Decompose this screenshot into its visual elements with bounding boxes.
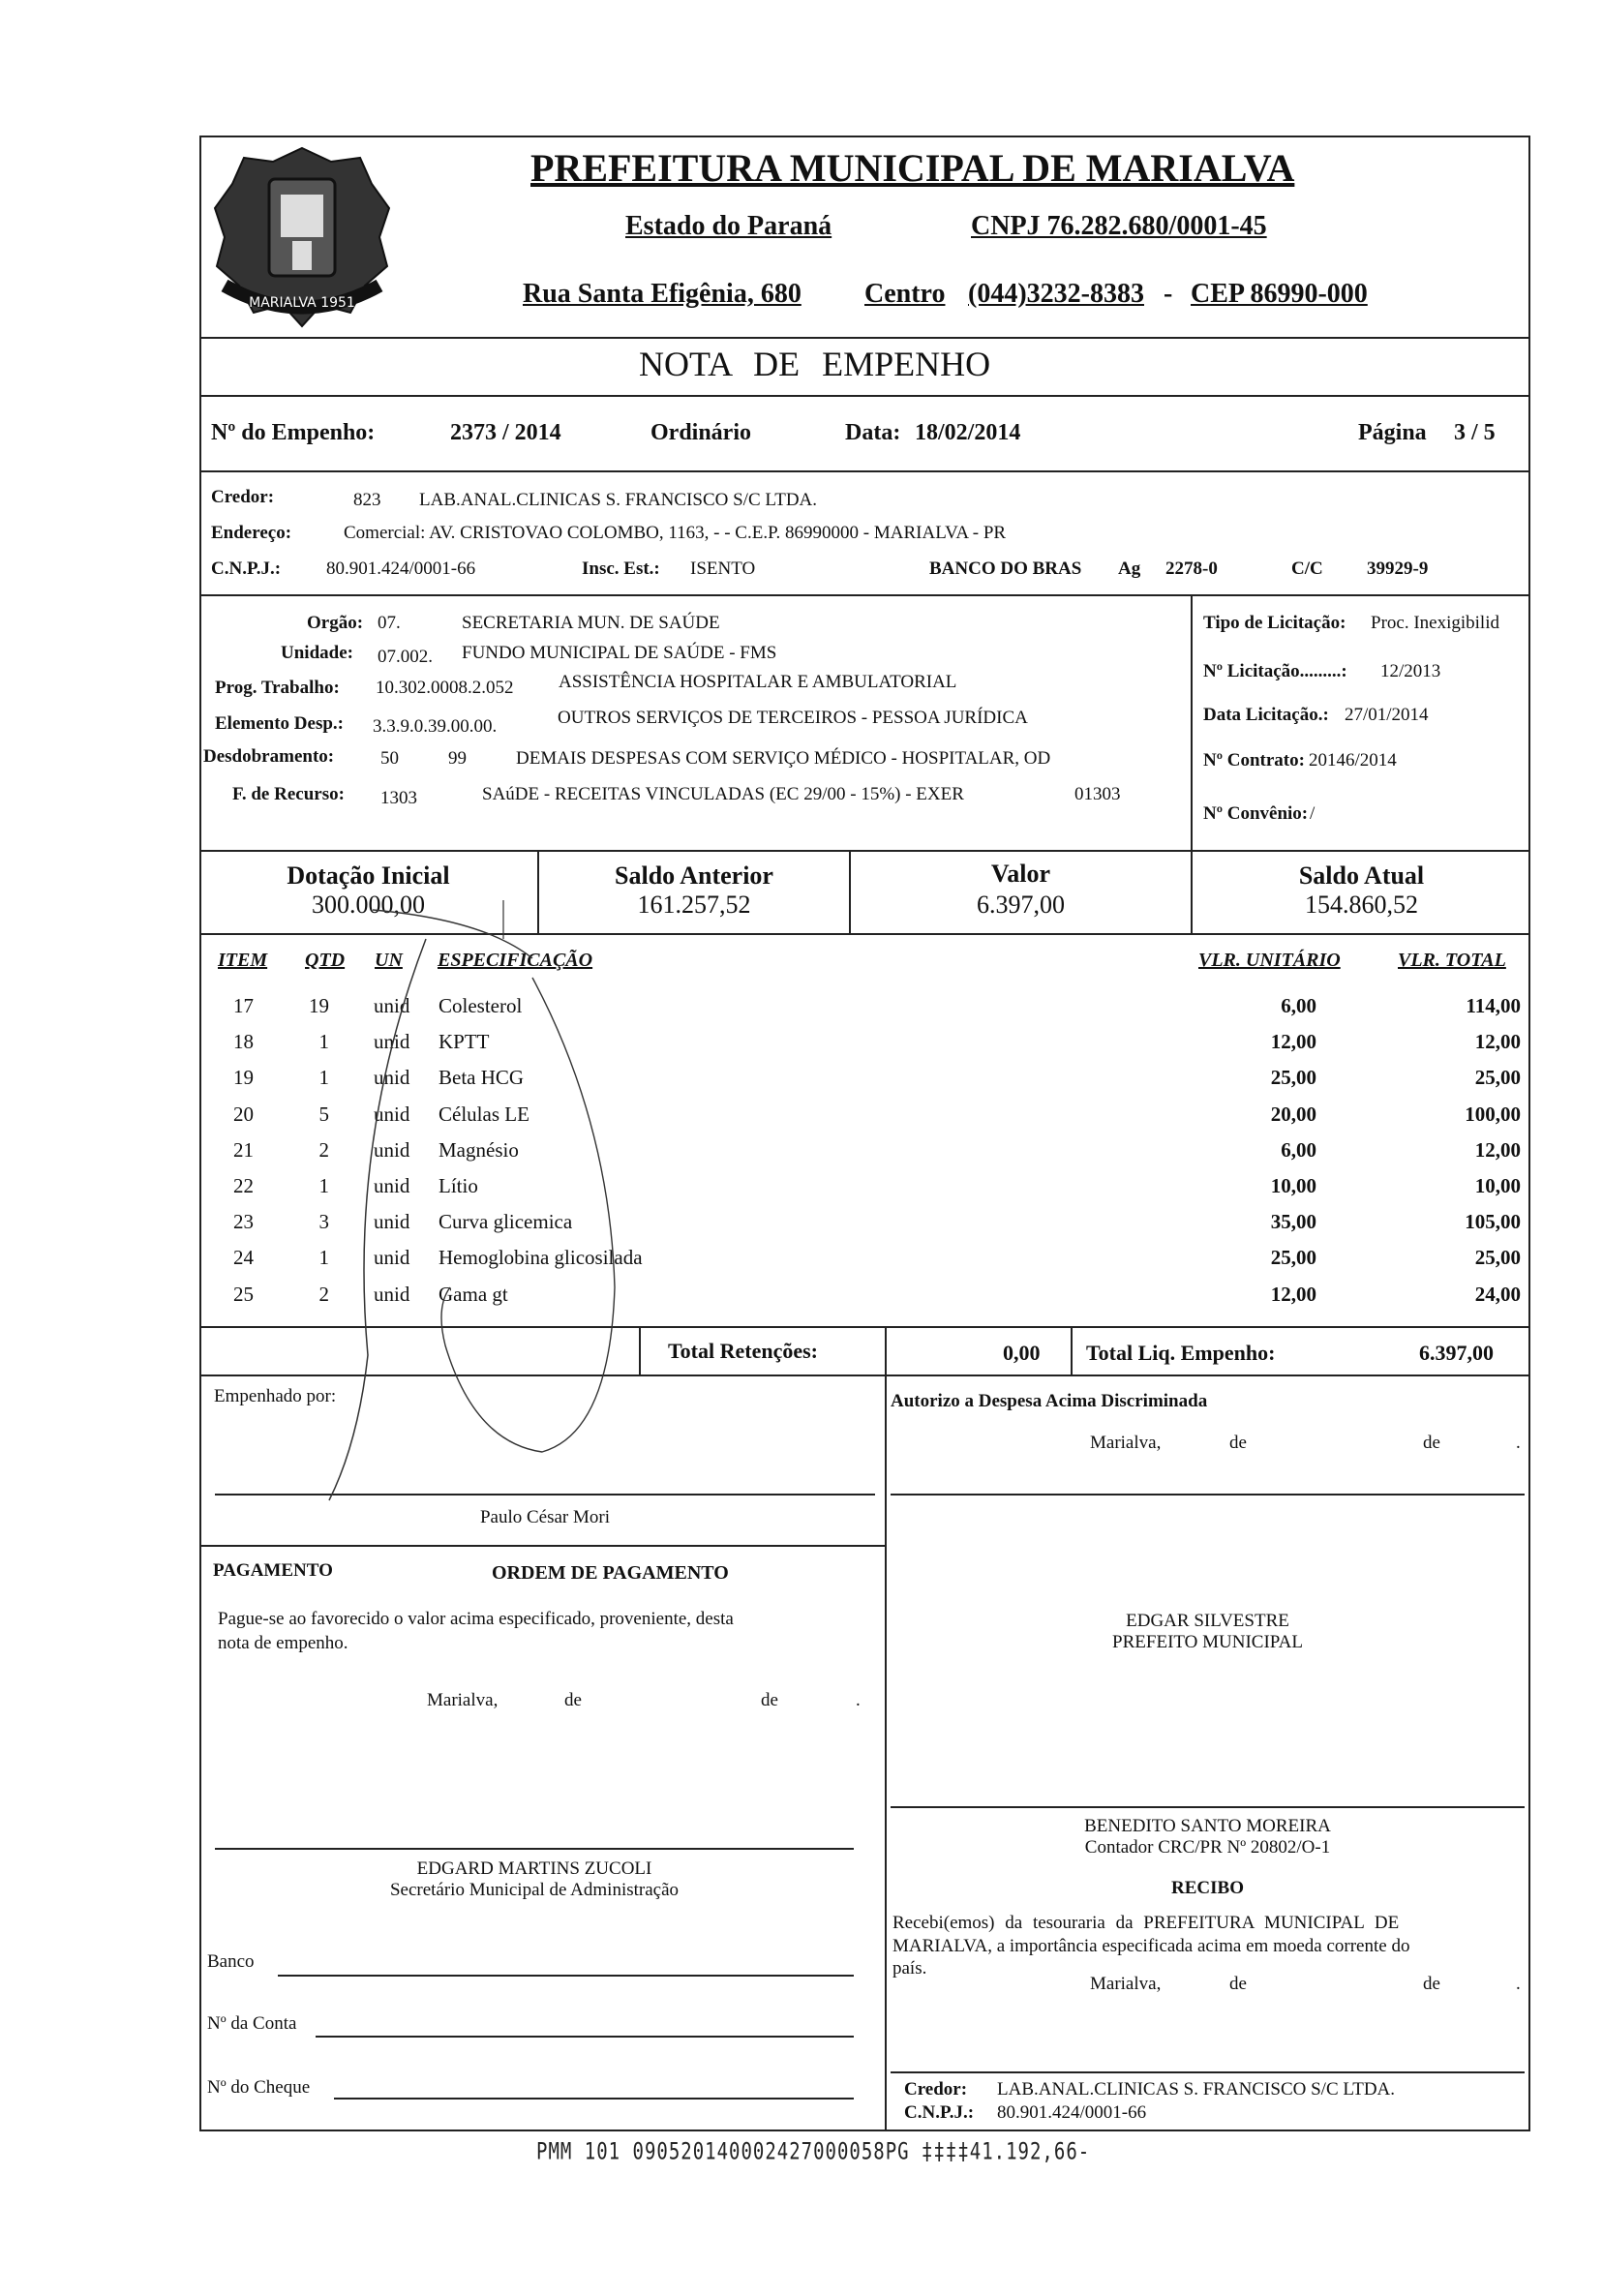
item-espec-cell: Células LE [439,1102,529,1126]
licitacao-number: 12/2013 [1380,661,1441,681]
valor-value: 6.397,00 [977,891,1065,919]
item-un-cell: unid [374,1210,410,1234]
item-un-cell: unid [374,1066,410,1090]
secretario-role: Secretário Municipal de Administração [389,1880,680,1900]
item-un-cell: unid [374,1282,410,1306]
credor-cnpj: 80.901.424/0001-66 [326,559,476,579]
dotacao-label: Dotação Inicial [287,861,450,890]
prefeitura-title: PREFEITURA MUNICIPAL DE MARIALVA [530,146,1295,190]
tipo-licitacao-label: Tipo de Licitação: [1203,613,1346,633]
prefeito-role: PREFEITO MUNICIPAL [1112,1632,1303,1652]
item-espec-cell: Magnésio [439,1137,519,1162]
empenhado-name: Paulo César Mori [479,1507,611,1527]
unidade-code: 07.002. [378,647,433,667]
cnpj-label: C.N.P.J.: [211,559,282,579]
recurso-code-2: 01303 [1074,784,1121,804]
item-qtd-cell: 5 [318,1102,329,1126]
item-item-cell: 23 [233,1210,254,1234]
footer-credor-name: LAB.ANAL.CLINICAS S. FRANCISCO S/C LTDA. [997,2079,1396,2100]
item-item-cell: 20 [233,1102,254,1126]
item-unit-cell: 6,00 [1281,1137,1316,1162]
item-unit-cell: 6,00 [1281,994,1316,1017]
footer-cnpj: 80.901.424/0001-66 [997,2102,1147,2123]
micr-code-line: PMM 101 090520140002427000058PG ‡‡‡‡41.192,66- [536,2138,1091,2165]
account-number: 39929-9 [1367,559,1429,579]
header-street: Rua Santa Efigênia, 680 [523,279,802,309]
col-qtd: QTD [305,950,346,971]
prefeito-name: EDGAR SILVESTRE [1126,1611,1289,1631]
prog-code: 10.302.0008.2.052 [376,678,514,698]
convenio-number: / [1310,803,1316,824]
item-total-cell: 105,00 [1465,1210,1521,1234]
item-unit-cell: 25,00 [1270,1246,1316,1270]
state-label: Estado do Paraná [625,211,832,241]
autorizo-title: Autorizo a Despesa Acima Discriminada [891,1391,1208,1411]
contador-role: Contador CRC/PR Nº 20802/O-1 [1084,1837,1331,1858]
pagamento-title: PAGAMENTO [213,1560,333,1581]
total-liquido-value: 6.397,00 [1419,1341,1494,1365]
total-retencoes-value: 0,00 [1003,1341,1041,1365]
bank-name: BANCO DO BRAS [929,559,1082,579]
recibo-city: Marialva, [1090,1974,1162,1994]
conta-label: Nº da Conta [207,2013,297,2034]
item-espec-cell: Beta HCG [439,1066,525,1090]
pagamento-text-line2: nota de empenho. [218,1633,348,1653]
item-qtd-cell: 3 [318,1210,329,1234]
recibo-dot: . [1516,1974,1521,1994]
credor-code: 823 [353,490,381,510]
saldo-anterior-value: 161.257,52 [637,891,751,919]
item-espec-cell: Curva glicemica [439,1210,573,1234]
document-title: NOTA DE EMPENHO [639,345,991,383]
recurso-code: 1303 [380,788,417,808]
item-total-cell: 25,00 [1474,1066,1521,1090]
orgao-code: 07. [378,613,401,633]
contador-name: BENEDITO SANTO MOREIRA [1084,1816,1331,1836]
contrato-number: 20146/2014 [1309,750,1397,770]
desdobramento-code-1: 50 [380,748,399,769]
licitacao-date-label: Data Licitação.: [1203,705,1329,725]
tipo-licitacao: Proc. Inexigibilid [1371,613,1499,633]
recibo-title: RECIBO [1171,1878,1244,1898]
credor-address: Comercial: AV. CRISTOVAO COLOMBO, 1163, - - C.E.P. 86990000 - MARIALVA - PR [344,523,1007,543]
page-label: Página [1358,420,1427,445]
contrato-label: Nº Contrato: [1203,750,1305,770]
desdobramento-name: DEMAIS DESPESAS COM SERVIÇO MÉDICO - HOSPITALAR, OD [516,748,1051,769]
seal-text: MARIALVA 1951 [249,295,355,311]
col-item: ITEM [218,950,268,971]
cheque-label: Nº do Cheque [207,2077,311,2098]
col-un: UN [375,950,403,971]
total-retencoes-label: Total Retenções: [668,1339,818,1363]
item-espec-cell: Hemoglobina glicosilada [439,1246,643,1270]
licitacao-date: 27/01/2014 [1345,705,1429,725]
recibo-de-2: de [1423,1974,1440,1994]
unidade-label: Unidade: [281,643,353,663]
recibo-line2: MARIALVA, a importância especificada acima em moeda corrente do [892,1936,1410,1956]
pagamento-de-2: de [761,1690,778,1710]
header-district: Centro [864,279,946,309]
ordem-pagamento-title: ORDEM DE PAGAMENTO [492,1562,729,1584]
desdobramento-label: Desdobramento: [203,746,335,767]
insc-label: Insc. Est.: [582,559,660,579]
item-qtd-cell: 19 [309,994,329,1017]
empenho-number-label: Nº do Empenho: [211,420,376,445]
item-qtd-cell: 2 [318,1137,329,1162]
col-valor-total: VLR. TOTAL [1398,950,1506,971]
item-espec-cell: Gama gt [439,1282,508,1306]
dotacao-value: 300.000,00 [312,891,425,919]
page-number: 3 / 5 [1454,420,1496,445]
item-qtd-cell: 1 [318,1030,329,1054]
item-qtd-cell: 1 [318,1066,329,1090]
pagamento-dot: . [856,1690,861,1710]
empenhado-label: Empenhado por: [214,1386,337,1406]
credor-label: Credor: [211,487,275,507]
autorizo-de-1: de [1229,1433,1247,1453]
insc-value: ISENTO [690,559,756,579]
total-liquido-label: Total Liq. Empenho: [1086,1341,1276,1365]
header-cep: CEP 86990-000 [1191,279,1368,309]
item-espec-cell: Lítio [439,1174,478,1197]
recibo-line1: Recebi(emos) da tesouraria da PREFEITURA MUNICIPAL DE [892,1913,1400,1933]
item-item-cell: 18 [233,1030,254,1054]
recurso-label: F. de Recurso: [232,784,345,804]
pagamento-city: Marialva, [427,1690,499,1710]
secretario-name: EDGARD MARTINS ZUCOLI [416,1858,652,1879]
desdobramento-code-2: 99 [448,748,467,769]
credor-name: LAB.ANAL.CLINICAS S. FRANCISCO S/C LTDA. [419,490,818,510]
item-total-cell: 114,00 [1466,994,1521,1017]
empenho-type: Ordinário [650,420,752,445]
col-especificacao: ESPECIFICAÇÃO [438,950,593,971]
item-item-cell: 17 [233,994,254,1017]
elemento-label: Elemento Desp.: [215,713,344,734]
convenio-label: Nº Convênio: [1203,803,1309,824]
item-un-cell: unid [374,1137,410,1162]
item-item-cell: 21 [233,1137,254,1162]
item-item-cell: 24 [233,1246,254,1270]
agency-number: 2278-0 [1165,559,1218,579]
autorizo-de-2: de [1423,1433,1440,1453]
item-item-cell: 22 [233,1174,254,1197]
item-un-cell: unid [374,1030,410,1054]
elemento-name: OUTROS SERVIÇOS DE TERCEIROS - PESSOA JURÍDICA [558,708,1028,728]
footer-cnpj-label: C.N.P.J.: [904,2102,975,2123]
item-total-cell: 25,00 [1474,1246,1521,1270]
handwritten-signature-mark [290,900,658,1520]
empenho-date: 18/02/2014 [915,420,1021,445]
item-qtd-cell: 1 [318,1246,329,1270]
item-unit-cell: 12,00 [1270,1282,1316,1306]
unidade-name: FUNDO MUNICIPAL DE SAÚDE - FMS [462,643,777,663]
item-espec-cell: KPTT [439,1030,490,1054]
item-unit-cell: 35,00 [1270,1210,1316,1234]
saldo-anterior-label: Saldo Anterior [615,861,773,890]
item-unit-cell: 20,00 [1270,1102,1316,1126]
item-qtd-cell: 1 [318,1174,329,1197]
recibo-de-1: de [1229,1974,1247,1994]
pagamento-de-1: de [564,1690,582,1710]
licitacao-number-label: Nº Licitação.........: [1203,661,1347,681]
item-total-cell: 24,00 [1474,1282,1521,1306]
empenho-number: 2373 / 2014 [450,420,561,445]
item-qtd-cell: 2 [318,1282,329,1306]
autorizo-dot: . [1516,1433,1521,1453]
address-label: Endereço: [211,523,292,543]
item-total-cell: 12,00 [1474,1137,1521,1162]
municipal-seal [205,140,399,334]
elemento-code: 3.3.9.0.39.00.00. [373,716,498,737]
footer-credor-label: Credor: [904,2079,968,2100]
account-label: C/C [1291,559,1323,579]
item-un-cell: unid [374,1102,410,1126]
item-item-cell: 25 [233,1282,254,1306]
prog-name: ASSISTÊNCIA HOSPITALAR E AMBULATORIAL [559,672,957,692]
header-separator: - [1164,279,1173,309]
empenho-date-label: Data: [845,420,901,445]
pagamento-text-line1: Pague-se ao favorecido o valor acima especificado, proveniente, desta [218,1609,734,1629]
header-cnpj: CNPJ 76.282.680/0001-45 [971,211,1267,241]
item-total-cell: 10,00 [1474,1174,1521,1197]
item-un-cell: unid [374,1246,410,1270]
orgao-label: Orgão: [307,613,364,633]
item-total-cell: 100,00 [1465,1102,1521,1126]
recibo-line3: país. [892,1958,927,1979]
item-item-cell: 19 [233,1066,254,1090]
recurso-name: SAúDE - RECEITAS VINCULADAS (EC 29/00 - 15%) - EXER [482,784,964,804]
autorizo-city: Marialva, [1090,1433,1162,1453]
item-unit-cell: 25,00 [1270,1066,1316,1090]
col-valor-unitario: VLR. UNITÁRIO [1198,950,1341,971]
orgao-name: SECRETARIA MUN. DE SAÚDE [462,613,720,633]
prog-label: Prog. Trabalho: [215,678,340,698]
banco-label: Banco [207,1951,255,1972]
saldo-atual-value: 154.860,52 [1305,891,1418,919]
item-un-cell: unid [374,1174,410,1197]
item-espec-cell: Colesterol [439,994,523,1017]
agency-label: Ag [1118,559,1141,579]
item-unit-cell: 10,00 [1270,1174,1316,1197]
valor-label: Valor [990,860,1051,888]
item-unit-cell: 12,00 [1270,1030,1316,1054]
saldo-atual-label: Saldo Atual [1298,861,1425,890]
item-un-cell: unid [374,994,410,1017]
item-total-cell: 12,00 [1474,1030,1521,1054]
header-phone: (044)3232-8383 [968,279,1144,309]
